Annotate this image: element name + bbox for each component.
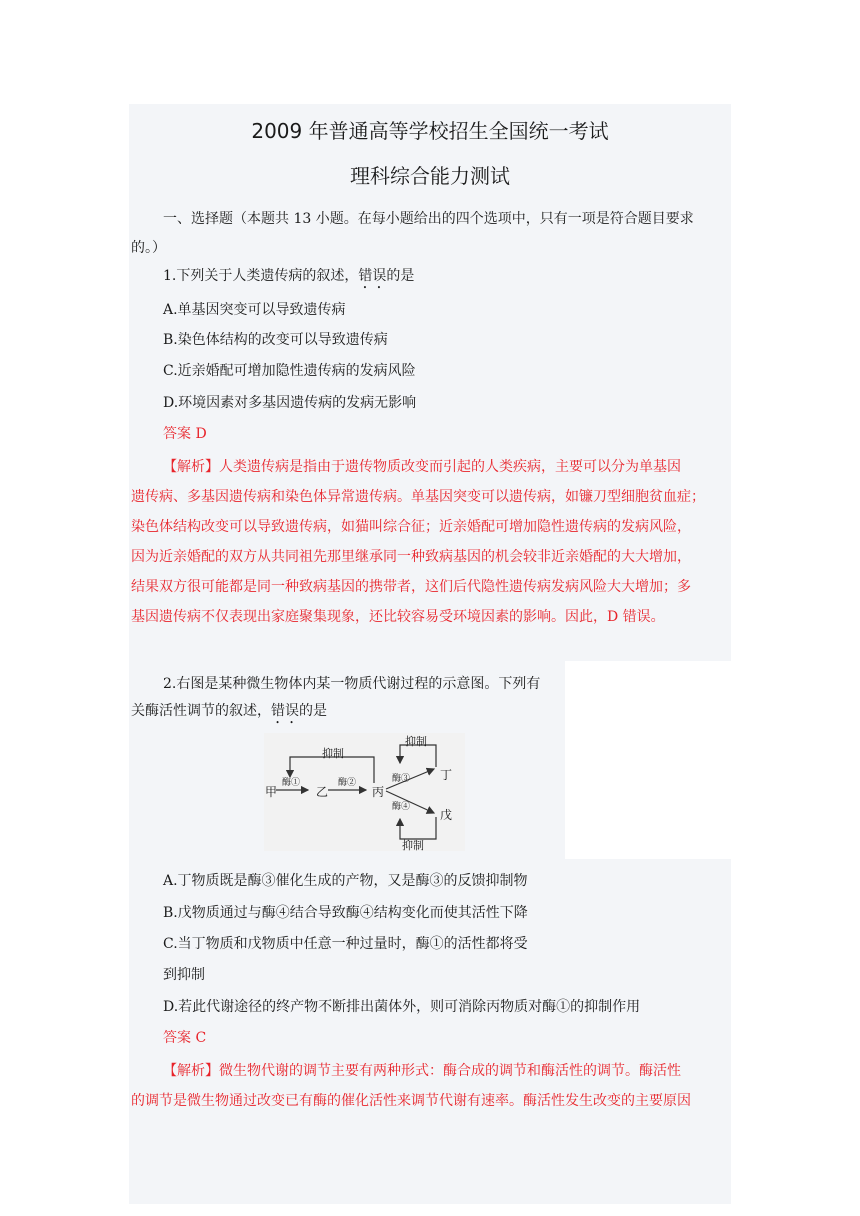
q1-analysis-line: 基因遗传病不仅表现出家庭聚集现象，还比较容易受环境因素的影响。因此，D 错误。 [131, 609, 665, 625]
q2-option-b: B.戊物质通过与酶④结合导致酶④结构变化而使其活性下降 [163, 905, 528, 921]
label-enzyme-1: 酶① [282, 778, 301, 788]
inhibit-loop-bottom [400, 817, 436, 839]
q2-stem-line1: 2.右图是某种微生物体内某一物质代谢过程的示意图。下列有 [163, 676, 541, 692]
label-yi: 乙 [316, 785, 329, 799]
section-intro: 一、选择题（本题共 13 小题。在每小题给出的四个选项中，只有一项是符合题目要求 [163, 211, 694, 227]
q2-analysis-line: 的调节是微生物通过改变已有酶的催化活性来调节代谢有速率。酶活性发生改变的主要原因 [131, 1093, 691, 1109]
q2-analysis-text: 微生物代谢的调节主要有两种形式：酶合成的调节和酶活性的调节。酶活性 [219, 1063, 681, 1079]
q1-analysis-line: 染色体结构改变可以导致遗传病，如猫叫综合征；近亲婚配可增加隐性遗传病的发病风险， [131, 519, 691, 535]
q2-option-c-cont: 到抑制 [163, 967, 205, 983]
figure-cutout [565, 661, 731, 859]
q2-option-d: D.若此代谢途径的终产物不断排出菌体外，则可消除丙物质对酶①的抑制作用 [163, 999, 641, 1015]
q2-analysis-label: 【解析】 [163, 1063, 219, 1079]
label-ding: 丁 [440, 768, 453, 782]
q2-stem-line2 [131, 701, 327, 727]
exam-title: 2009 年普通高等学校招生全国统一考试 [251, 119, 609, 143]
q1-stem [163, 266, 414, 292]
q2-analysis-line [131, 1056, 729, 1086]
label-inhibit-bottom: 抑制 [402, 839, 424, 852]
q1-analysis-line: 因为近亲婚配的双方从共同祖先那里继承同一种致病基因的机会较非近亲婚配的大大增加， [131, 549, 691, 565]
metabolism-diagram [264, 733, 465, 851]
q1-option-a: A.单基因突变可以导致遗传病 [163, 302, 346, 318]
q1-answer: 答案 D [163, 426, 207, 442]
label-jia: 甲 [265, 785, 278, 799]
label-inhibit-right-top: 抑制 [405, 735, 427, 748]
q2-stem-emphasis: 错误 [271, 703, 299, 719]
label-inhibit-top: 抑制 [322, 747, 344, 760]
q1-stem-emphasis: 错误 [358, 268, 387, 284]
q2-answer: 答案 C [163, 1030, 207, 1046]
label-bing: 丙 [372, 785, 385, 799]
q2-option-c: C.当丁物质和戊物质中任意一种过量时，酶①的活性都将受 [163, 936, 528, 952]
q2-stem-b: 的是 [299, 703, 327, 719]
q1-analysis-text: 人类遗传病是指由于遗传物质改变而引起的人类疾病，主要可以分为单基因 [219, 459, 681, 475]
q1-analysis-label: 【解析】 [163, 459, 219, 475]
label-enzyme-4: 酶④ [392, 802, 411, 812]
exam-subtitle: 理科综合能力测试 [350, 164, 510, 188]
q2-stem-a: 关酶活性调节的叙述， [131, 703, 271, 719]
q1-stem-a: 1.下列关于人类遗传病的叙述， [163, 268, 359, 284]
metabolism-diagram-svg [264, 733, 465, 851]
q1-stem-b: 的是 [386, 268, 415, 284]
q1-analysis [131, 452, 729, 632]
section-intro-cont: 的。） [131, 240, 166, 256]
q1-option-d: D.环境因素对多基因遗传病的发病无影响 [163, 395, 417, 411]
q1-analysis-line: 遗传病、多基因遗传病和染色体异常遗传病。单基因突变可以遗传病，如镰刀型细胞贫血症； [131, 489, 705, 505]
q1-analysis-line: 结果双方很可能都是同一种致病基因的携带者，这们后代隐性遗传病发病风险大大增加；多 [131, 579, 691, 595]
q1-analysis-line [131, 452, 729, 482]
q1-option-b: B.染色体结构的改变可以导致遗传病 [163, 332, 388, 348]
label-enzyme-3: 酶③ [392, 774, 411, 784]
q1-option-c: C.近亲婚配可增加隐性遗传病的发病风险 [163, 363, 416, 379]
q2-option-a: A.丁物质既是酶③催化生成的产物，又是酶③的反馈抑制物 [163, 873, 528, 889]
q2-analysis [131, 1056, 729, 1116]
label-enzyme-2: 酶② [338, 778, 357, 788]
label-wu: 戊 [440, 808, 453, 822]
